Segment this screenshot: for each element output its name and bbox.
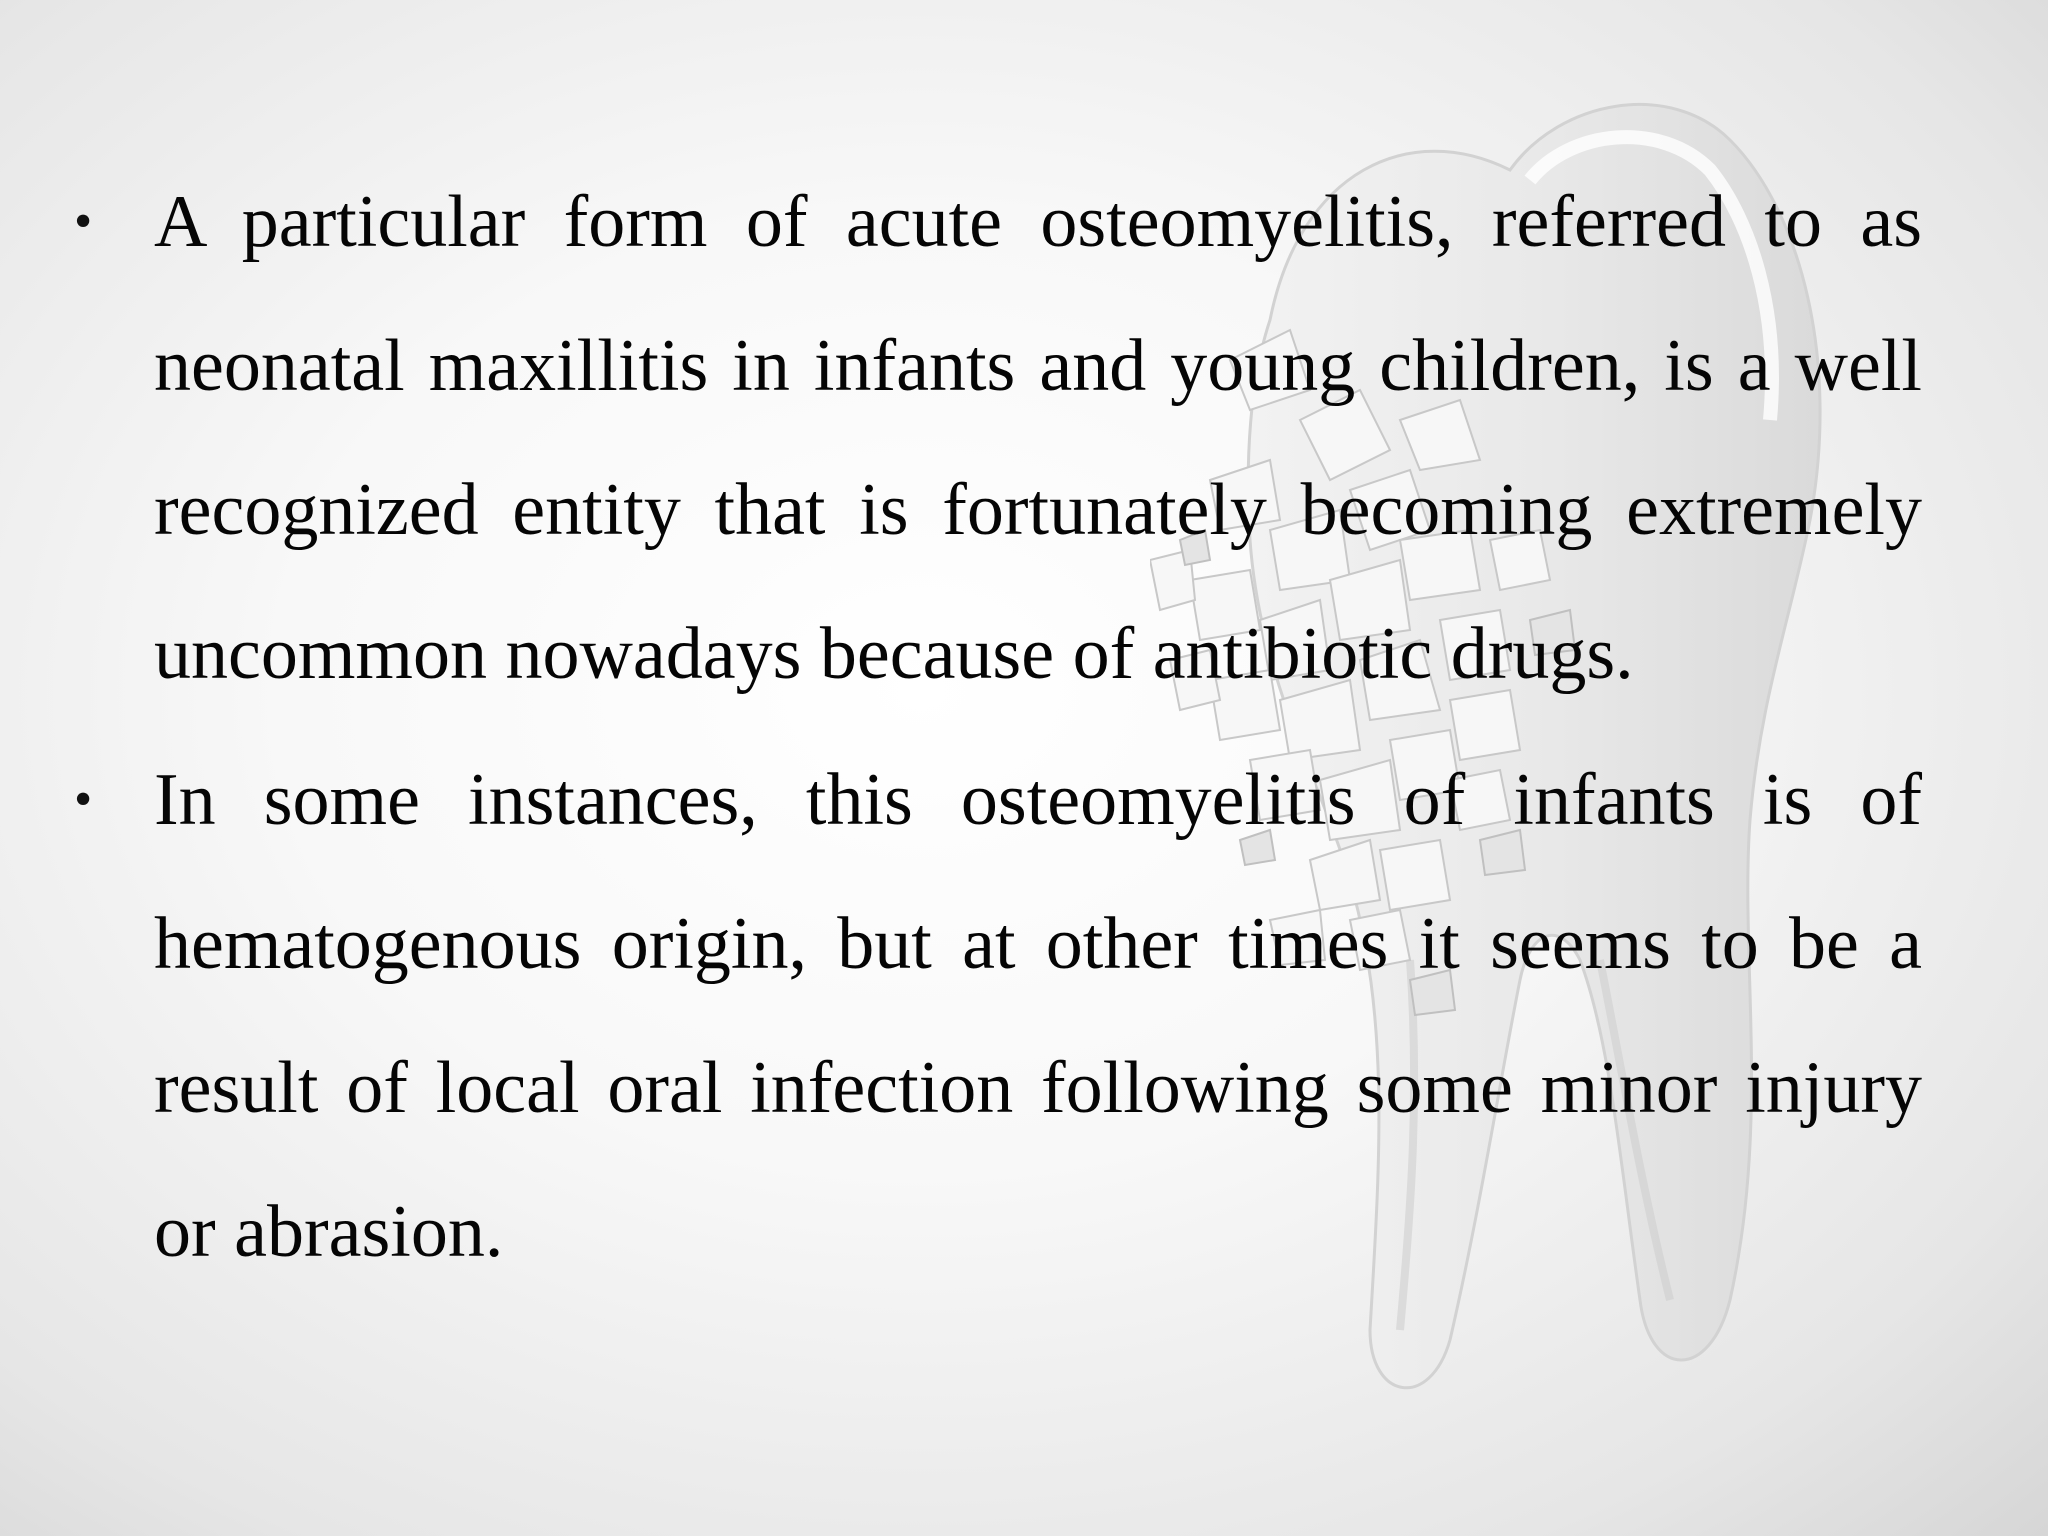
- bullet-text-2: In some instances, this osteomyelitis of infants is of hematogenous origin, but at other times it seems to be a result of local oral infection following some minor injury or abrasion.: [154, 759, 1922, 1273]
- bullet-text-1: A particular form of acute osteomyelitis, referred to as neonatal maxillitis in infants and young children, is a well recognized entity that is fortunately becoming extremely uncommon nowadays because of antibiotic drugs.: [154, 181, 1922, 695]
- bullet-icon: •: [74, 193, 93, 250]
- bullet-item-1: [70, 150, 1922, 726]
- bullet-item-2: [70, 728, 1922, 1304]
- bullet-icon: •: [74, 771, 93, 828]
- bullet-list: [70, 150, 1922, 1306]
